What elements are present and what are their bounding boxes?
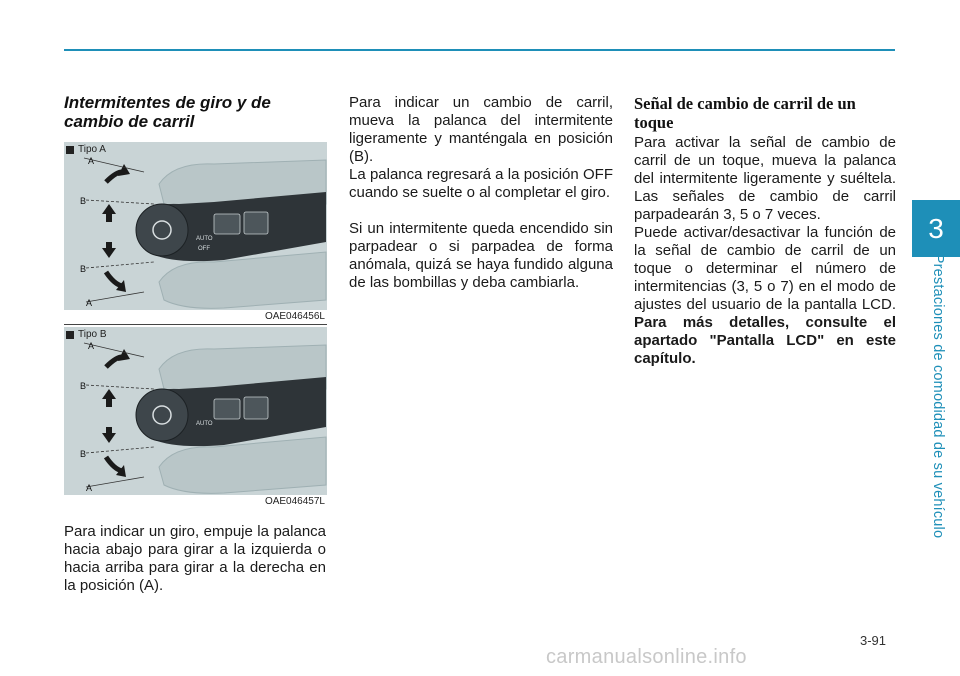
turn-signal-lever-illustration-a xyxy=(64,142,327,310)
col1-paragraph: Para indicar un giro, empuje la palanca hacia abajo para girar a la izquierda o hacia arriba para girar a la derecha en la posición (A). xyxy=(64,523,326,594)
position-letter-b-lower: B xyxy=(80,264,87,274)
square-bullet-icon xyxy=(66,146,74,154)
figure-tipo-a xyxy=(64,140,327,324)
figure-label-a xyxy=(66,144,106,155)
section-heading: Intermitentes de giro y de cambio de carril xyxy=(64,93,271,131)
figure-label-b xyxy=(66,329,107,340)
col3-paragraph-2 xyxy=(634,224,896,368)
watermark: carmanualsonline.info xyxy=(546,646,747,668)
position-letter-b-upper: B xyxy=(80,196,87,206)
lever-auto-text: AUTO xyxy=(196,421,213,427)
chapter-tab: 3 xyxy=(912,200,960,257)
lever-auto-text: AUTO xyxy=(196,236,213,242)
col3-heading: Señal de cambio de carril de un toque xyxy=(634,94,856,132)
turn-signal-lever-illustration-b xyxy=(64,327,327,495)
position-letter-a-bottom: A xyxy=(86,483,93,493)
col3-paragraph-1: Para activar la señal de cambio de carril de un toque, mueva la palanca del intermitente ligeramente y suéltela. Las señales de cambio de carril parpadearán 3, 5 o 7 veces. xyxy=(634,134,896,223)
col2-paragraph-1: Para indicar un cambio de carril, mueva la palanca del intermitente ligeramente y manténgala en posición (B). xyxy=(349,94,613,165)
lever-off-text: OFF xyxy=(198,246,210,252)
figure-tipo-b-panel xyxy=(64,327,327,495)
col3-paragraph-2-bold: Para más detalles, consulte el apartado "Pantalla LCD" en este capítulo. xyxy=(634,314,896,367)
col2-paragraph-2: La palanca regresará a la posición OFF cuando se suelte o al completar el giro. xyxy=(349,166,613,201)
col2-paragraph-3: Si un intermitente queda encendido sin parpadear o si parpadea de forma anómala, quizá se haya fundido alguna de las bombillas y deba cambiarla. xyxy=(349,220,613,291)
col3-paragraph-2-text: Puede activar/desactivar la función de la señal de cambio de carril de un toque o determinar el número de intermitencias (3, 5 o 7) en el modo de ajustes del usuario de la pantalla LCD. xyxy=(634,224,896,313)
figure-code-a: OAE046456L xyxy=(264,311,325,322)
figure-label-text: Tipo B xyxy=(78,329,107,340)
position-letter-a-top: A xyxy=(88,341,95,351)
position-letter-a-top: A xyxy=(88,156,95,166)
chapter-side-title: Prestaciones de comodidad de su vehículo xyxy=(930,253,946,539)
position-letter-a-bottom: A xyxy=(86,298,93,308)
figure-tipo-b xyxy=(64,325,327,509)
square-bullet-icon xyxy=(66,331,74,339)
position-letter-b-upper: B xyxy=(80,381,87,391)
figure-label-text: Tipo A xyxy=(78,144,106,155)
page-number: 3-91 xyxy=(860,633,887,648)
header-rule xyxy=(64,49,895,51)
position-letter-b-lower: B xyxy=(80,449,87,459)
figure-tipo-a-panel xyxy=(64,142,327,310)
figure-code-b: OAE046457L xyxy=(264,496,325,507)
